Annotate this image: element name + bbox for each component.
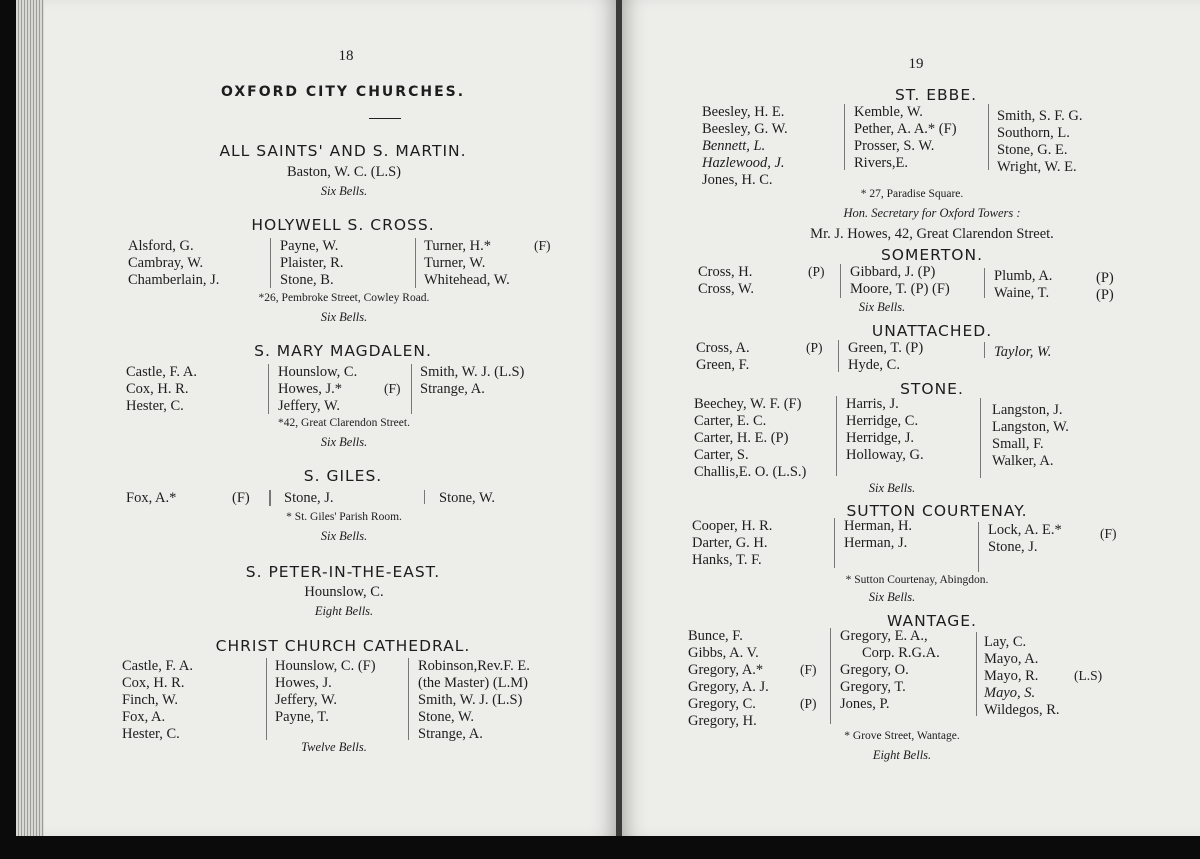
ringer: Gibbard, J. (P)	[850, 264, 936, 280]
ringer: Corp. R.G.A.	[862, 645, 940, 661]
ringer: Smith, W. J. (L.S)	[420, 364, 525, 380]
ebbe-col1	[702, 104, 788, 189]
ringer: Hanks, T. F.	[692, 552, 762, 568]
peter-ringer: Hounslow, C.	[304, 584, 384, 600]
ringer: Cox, H. R.	[126, 381, 189, 397]
magdalen-mark: (F)	[384, 381, 401, 396]
ringer: Southorn, L.	[997, 125, 1070, 141]
ringer: Lock, A. E.*	[988, 522, 1062, 538]
ringer: Lay, C.	[984, 634, 1027, 650]
column-divider	[266, 658, 267, 740]
ringer: Jeffery, W.	[275, 692, 338, 708]
ringer: Green, F.	[696, 357, 750, 373]
holywell-col3	[424, 238, 510, 289]
stone-col3	[992, 402, 1069, 470]
all-saints-ringer: Baston, W. C. (L.S)	[287, 164, 401, 180]
ringer: Plaister, R.	[280, 255, 344, 271]
ringer: Beechey, W. F. (F)	[694, 396, 802, 412]
heading-giles: S. GILES.	[303, 467, 383, 485]
ringer: Plumb, A.	[994, 268, 1053, 284]
stone-col2	[846, 396, 924, 464]
column-divider	[834, 518, 835, 568]
magdalen-col3	[420, 364, 524, 398]
holywell-col2	[280, 238, 343, 289]
ringer: Rivers,E.	[854, 155, 908, 171]
column-divider	[988, 104, 989, 170]
heading-sutton-courtenay: SUTTON COURTENAY.	[846, 502, 1028, 520]
ringer: Herridge, C.	[846, 413, 919, 429]
ringer: Cross, W.	[698, 281, 755, 297]
ringer: Mayo, R.	[984, 668, 1039, 684]
ringer: Payne, W.	[280, 238, 339, 254]
sutton-note: * Sutton Courtenay, Abingdon.	[845, 574, 989, 586]
ringer: Gibbs, A. V.	[688, 645, 759, 661]
magdalen-bells: Six Bells.	[320, 435, 368, 449]
giles-ringer: Fox, A.*	[126, 490, 177, 506]
sutton-col2	[844, 518, 912, 552]
column-divider	[424, 490, 425, 504]
peter-bells: Eight Bells.	[314, 604, 374, 618]
sutton-col1	[692, 518, 772, 569]
ringer: Finch, W.	[122, 692, 178, 708]
ringer: Moore, T. (P) (F)	[850, 281, 950, 297]
heading-stone: STONE.	[900, 380, 964, 398]
ringer: Cambray, W.	[128, 255, 204, 271]
ringer: Gregory, O.	[840, 662, 909, 678]
ringer: Turner, H.*	[424, 238, 491, 254]
ringer: Pether, A. A.* (F)	[854, 121, 957, 137]
ringer: Beesley, H. E.	[702, 104, 785, 120]
wantage-col3	[984, 634, 1060, 719]
ringer: Bennett, L.	[702, 138, 766, 154]
column-divider	[830, 628, 831, 724]
ringer: Cooper, H. R.	[692, 518, 773, 534]
ringer: Jones, H. C.	[702, 172, 773, 188]
ringer: Herman, J.	[844, 535, 908, 551]
somerton-bells: Six Bells.	[858, 300, 906, 314]
ringer: Hester, C.	[122, 726, 180, 742]
giles-ringer: Stone, J.	[284, 490, 334, 506]
title-rule	[369, 118, 401, 119]
ringer: Darter, G. H.	[692, 535, 768, 551]
ringer: Hounslow, C.	[278, 364, 358, 380]
mark: (P)	[1096, 270, 1114, 286]
somerton-mark: (P)	[808, 264, 825, 279]
page-title: OXFORD CITY CHURCHES.	[220, 84, 466, 100]
wantage-bells: Eight Bells.	[872, 748, 932, 762]
ringer: Stone, G. E.	[997, 142, 1068, 158]
sutton-mark: (F)	[1100, 526, 1117, 541]
heading-all-saints: ALL SAINTS' AND S. MARTIN.	[219, 142, 467, 160]
somerton-col3	[994, 268, 1052, 302]
giles-bells: Six Bells.	[320, 529, 368, 543]
ringer: Carter, H. E. (P)	[694, 430, 789, 446]
mark: (P)	[1096, 287, 1114, 303]
ringer: Strange, A.	[420, 381, 485, 397]
holywell-col1	[128, 238, 219, 289]
ringer: Beesley, G. W.	[702, 121, 788, 137]
ringer: Jones, P.	[840, 696, 890, 712]
column-divider	[411, 364, 412, 414]
ringer: Turner, W.	[424, 255, 486, 271]
ringer: Smith, S. F. G.	[997, 108, 1083, 124]
wantage-col2	[840, 628, 940, 713]
ringer: Alsford, G.	[128, 238, 194, 254]
unattached-col3	[994, 344, 1051, 361]
ringer: Harris, J.	[846, 396, 899, 412]
column-divider	[268, 364, 269, 414]
ringer: Stone, W.	[418, 709, 474, 725]
page-number: 18	[338, 48, 354, 64]
secretary-label: Hon. Secretary for Oxford Towers :	[843, 206, 1021, 220]
column-divider	[980, 398, 981, 478]
ringer: Gregory, T.	[840, 679, 906, 695]
ringer: Wildegos, R.	[984, 702, 1060, 718]
ringer: Gregory, C.	[688, 696, 756, 712]
ringer: Taylor, W.	[994, 344, 1052, 360]
wantage-mark: (P)	[800, 696, 817, 711]
ringer: Gregory, A. J.	[688, 679, 769, 695]
ringer: Herridge, J.	[846, 430, 915, 446]
ringer: Wright, W. E.	[997, 159, 1077, 175]
column-divider	[838, 340, 839, 372]
heading-christ-church: CHRIST CHURCH CATHEDRAL.	[215, 637, 471, 655]
ringer: Cross, H.	[698, 264, 753, 280]
stone-bells: Six Bells.	[868, 481, 916, 495]
heading-st-ebbe: ST. EBBE.	[894, 86, 978, 104]
ringer: Castle, F. A.	[126, 364, 197, 380]
column-divider	[978, 522, 979, 572]
somerton-col3-marks	[1096, 270, 1114, 304]
left-page	[44, 0, 618, 836]
magdalen-note: *42, Great Clarendon Street.	[278, 417, 410, 429]
unattached-mark: (P)	[806, 340, 823, 355]
ringer: Fox, A.	[122, 709, 166, 725]
ringer: Holloway, G.	[846, 447, 924, 463]
heading-somerton: SOMERTON.	[880, 246, 984, 264]
ringer: Walker, A.	[992, 453, 1054, 469]
unattached-col1	[696, 340, 750, 374]
ringer: Carter, E. C.	[694, 413, 767, 429]
wantage-col1	[688, 628, 769, 730]
secretary-name: Mr. J. Howes, 42, Great Clarendon Street.	[810, 226, 1054, 242]
heading-wantage: WANTAGE.	[886, 612, 977, 630]
heading-magdalen: S. MARY MAGDALEN.	[254, 342, 432, 360]
ringer: Strange, A.	[418, 726, 483, 742]
ringer: Howes, J.	[275, 675, 332, 691]
somerton-col2	[850, 264, 950, 298]
ebbe-col2	[854, 104, 957, 172]
column-divider	[840, 264, 841, 298]
ringer: Hounslow, C. (F)	[275, 658, 376, 674]
ringer: Chamberlain, J.	[128, 272, 220, 288]
heading-peter: S. PETER-IN-THE-EAST.	[245, 563, 441, 581]
page-edges	[16, 0, 46, 836]
holywell-mark: (F)	[534, 238, 551, 253]
christ-church-col1	[122, 658, 193, 743]
ringer: Kemble, W.	[854, 104, 923, 120]
page-number: 19	[908, 56, 924, 72]
column-divider	[976, 632, 977, 716]
magdalen-col1	[126, 364, 197, 415]
ringer: Waine, T.	[994, 285, 1050, 301]
giles-ringer: Stone, W.	[439, 490, 495, 506]
column-divider	[984, 342, 985, 358]
heading-unattached: UNATTACHED.	[871, 322, 993, 340]
ringer: Jeffery, W.	[278, 398, 341, 414]
christ-church-col2	[275, 658, 376, 726]
ringer: Cross, A.	[696, 340, 750, 356]
ringer: Hyde, C.	[848, 357, 900, 373]
ringer: Stone, B.	[280, 272, 334, 288]
column-divider	[270, 238, 271, 288]
ringer: Gregory, H.	[688, 713, 757, 729]
heading-holywell: HOLYWELL S. CROSS.	[251, 216, 435, 234]
giles-mark: (F)	[232, 490, 250, 506]
christ-church-col3	[418, 658, 530, 743]
ebbe-note: * 27, Paradise Square.	[860, 188, 964, 200]
column-divider	[269, 490, 271, 506]
wantage-mark: (F)	[800, 662, 817, 677]
ringer: Robinson,Rev.F. E.	[418, 658, 530, 674]
sutton-col3	[988, 522, 1062, 556]
ringer: Cox, H. R.	[122, 675, 185, 691]
stone-col1	[694, 396, 806, 481]
column-divider	[415, 238, 416, 288]
ringer: Bunce, F.	[688, 628, 743, 644]
unattached-col2	[848, 340, 923, 374]
ringer: Prosser, S. W.	[854, 138, 935, 154]
somerton-col1	[698, 264, 754, 298]
ringer: Herman, H.	[844, 518, 913, 534]
ringer: Carter, S.	[694, 447, 749, 463]
ringer: Mayo, S.	[984, 685, 1036, 701]
ringer: (the Master) (L.M)	[418, 675, 528, 691]
giles-note: * St. Giles' Parish Room.	[286, 511, 402, 523]
right-page	[622, 0, 1200, 836]
holywell-bells: Six Bells.	[320, 310, 368, 324]
ringer: Payne, T.	[275, 709, 329, 725]
ringer: Langston, J.	[992, 402, 1063, 418]
column-divider	[984, 268, 985, 298]
column-divider	[836, 396, 837, 476]
ringer: Challis,E. O. (L.S.)	[694, 464, 807, 480]
ringer: Small, F.	[992, 436, 1044, 452]
all-saints-bells: Six Bells.	[320, 184, 368, 198]
ringer: Castle, F. A.	[122, 658, 193, 674]
ringer: Green, T. (P)	[848, 340, 924, 356]
wantage-note: * Grove Street, Wantage.	[844, 730, 960, 742]
ringer: Smith, W. J. (L.S)	[418, 692, 523, 708]
ringer: Mayo, A.	[984, 651, 1039, 667]
ringer: Stone, J.	[988, 539, 1038, 555]
column-divider	[408, 658, 409, 740]
ringer: Whitehead, W.	[424, 272, 510, 288]
ringer: Gregory, A.*	[688, 662, 764, 678]
ringer: Hazlewood, J.	[702, 155, 785, 171]
ringer: Hester, C.	[126, 398, 184, 414]
ringer: Gregory, E. A.,	[840, 628, 928, 644]
ebbe-col3	[997, 108, 1082, 176]
sutton-bells: Six Bells.	[868, 590, 916, 604]
ringer: Langston, W.	[992, 419, 1069, 435]
ringer: Howes, J.*	[278, 381, 343, 397]
magdalen-col2	[278, 364, 357, 415]
column-divider	[844, 104, 845, 170]
wantage-mark: (L.S)	[1074, 668, 1103, 683]
christ-church-bells: Twelve Bells.	[301, 740, 367, 754]
holywell-note: *26, Pembroke Street, Cowley Road.	[258, 292, 430, 304]
